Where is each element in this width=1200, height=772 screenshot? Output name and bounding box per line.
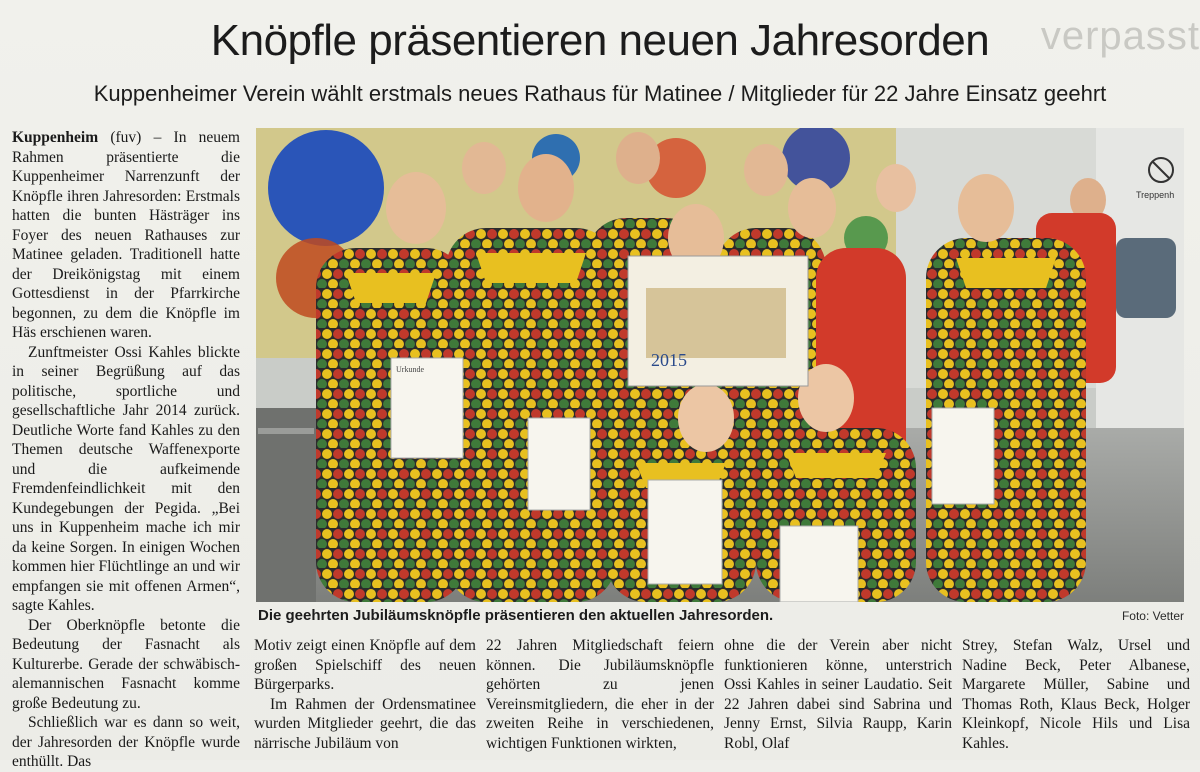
photo-illustration bbox=[256, 128, 1184, 602]
photo-caption-bar bbox=[256, 606, 1184, 628]
dateline-place: Kuppenheim bbox=[12, 129, 99, 146]
photo-credit: Foto: Vetter bbox=[1121, 609, 1184, 623]
subheadline: Kuppenheimer Verein wählt erstmals neues Rathaus für Matinee / Mitglieder für 22 Jahre Einsatz geehrt bbox=[93, 81, 1107, 106]
paragraph bbox=[12, 128, 240, 343]
article-column-4 bbox=[724, 636, 952, 753]
paragraph: Der Oberknöpfle betonte die Bedeutung der Fasnacht als Kulturerbe. Gerade der schwäbisch-alemannischen Fasnacht komme große Bedeutung zu. bbox=[12, 616, 240, 712]
paragraph: Strey, Stefan Walz, Ursel und Nadine Beck, Peter Albanese, Margarete Müller, Sabine und Thomas Roth, Klaus Beck, Holger Kleinkopf, Nicole Hils und Lisa Kahles. bbox=[962, 637, 1190, 752]
photo-caption: Die geehrten Jubiläumsknöpfle präsentieren den aktuellen Jahresorden. bbox=[258, 607, 774, 624]
article-column-3 bbox=[486, 636, 714, 753]
article-column-1 bbox=[12, 128, 240, 772]
headline: Knöpfle präsentieren neuen Jahresorden bbox=[210, 16, 990, 65]
article-column-2 bbox=[254, 636, 476, 753]
dateline-author: (fuv) – bbox=[110, 129, 162, 146]
paragraph: 22 Jahren Mitgliedschaft feiern können. Die Jubiläumsknöpfle gehörten zu jenen Vereinsmitgliedern, die eher in der zweiten Reihe in verschiedenen, wichtigen Funktionen wirkten, bbox=[486, 637, 714, 752]
group-photo bbox=[256, 128, 1184, 602]
paragraph: Im Rahmen der Ordensmatinee wurden Mitglieder geehrt, die das närrische Jubiläum von bbox=[254, 695, 476, 752]
mural-blue-circle bbox=[268, 130, 384, 246]
stairwell-sign: Treppenh bbox=[1136, 190, 1175, 200]
paragraph: Zunftmeister Ossi Kahles blickte in seiner Begrüßung auf das politische, sportliche und gesellschaftliche Jahr 2014 zurück. Deutliche Worte fand Kahles zu den Themen deutsche Waffenexporte und die aufkeimende Fremdenfeindlichkeit mit den Kundegebungen der Pegida. „Bei uns in Kuppenheim mache ich mir da keine Sorgen. In einigen Wochen kommen hier Flüchtlinge an und wir empfangen sie mit offenen Armen“, sagte Kahles. bbox=[12, 343, 240, 614]
paragraph: ohne die der Verein aber nicht funktionieren könne, unterstrich Ossi Kahles in seiner Laudatio. Seit 22 Jahren dabei sind Sabrina und Jenny Ernst, Silvia Raupp, Karin Robl, Olaf bbox=[724, 637, 952, 752]
article-column-5 bbox=[962, 636, 1190, 753]
paragraph-text: In neuem Rahmen präsentierte die Kuppenheimer Narrenzunft der Knöpfle ihren Jahresorden: Erstmals hatten die bunten Hästräger ins Foyer des neuen Rathauses zur Matinee geladen. Traditionell hatte der Dreikönigstag mit einem Gottesdienst in der Pfarrkirche begonnen, zu dem die Knöpfle im Häs erschienen waren. bbox=[12, 129, 240, 341]
paragraph: Schließlich war es dann so weit, der Jahresorden der Knöpfle wurde enthüllt. Das bbox=[12, 714, 240, 770]
poster-year: 2015 bbox=[651, 350, 687, 370]
paragraph: Motiv zeigt einen Knöpfle auf dem großen Spielschiff des neuen Bürgerparks. bbox=[254, 637, 476, 693]
adjacent-headline-fragment: verpasst bbox=[1040, 14, 1200, 58]
jahresorden-poster bbox=[628, 256, 808, 386]
certificate-title: Urkunde bbox=[396, 365, 424, 374]
